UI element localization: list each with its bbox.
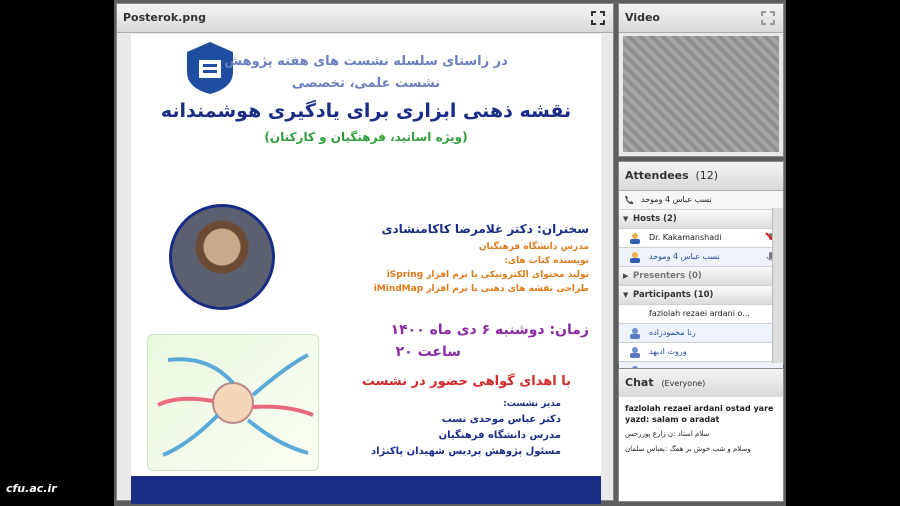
host-user-icon <box>629 232 641 244</box>
chat-message: وسلام و شب خوش بر همگ :یعباس سلمان <box>625 445 751 453</box>
attendees-pod <box>618 161 784 364</box>
attendees-scrollbar[interactable] <box>772 208 783 363</box>
slide-subtitle: (ویژه اساتید، فرهنگیان و کارکنان) <box>264 130 468 144</box>
host-user-icon <box>629 251 641 263</box>
chat-messages <box>619 397 783 501</box>
share-pod-title: Posterok.png <box>123 11 206 24</box>
host-row[interactable] <box>619 229 783 248</box>
slide-footer-bar <box>131 476 601 504</box>
speaker-photo <box>169 204 275 310</box>
chat-scope[interactable]: (Everyone) <box>661 379 706 388</box>
poster-slide <box>131 34 601 504</box>
participant-user-icon <box>629 327 641 339</box>
slide-line2: نشست علمی، تخصصی <box>291 76 441 91</box>
current-user-name: نسب عباس 4 وموحد <box>641 195 712 204</box>
host-name: نسب عباس 4 وموحد <box>649 252 720 261</box>
book-1: تولید محتوای الکترونیکی با نرم افزار iSpring <box>386 270 589 280</box>
mindmap-drawing-icon <box>148 335 318 470</box>
presenters-header[interactable] <box>619 267 783 286</box>
current-user-row[interactable] <box>619 191 783 210</box>
participant-name: رنا محمودزاده <box>649 328 696 337</box>
video-pod-titlebar <box>619 4 783 33</box>
attendees-count: (12) <box>695 169 719 182</box>
hosts-header[interactable] <box>619 210 783 229</box>
caret-down-icon: ▼ <box>623 291 629 299</box>
share-pod <box>116 3 614 501</box>
speaker-role: مدرس دانشگاه فرهنگیان <box>478 242 589 252</box>
moderator-role2: مسئول پژوهش پردیس شهیدان پاکنژاد <box>370 446 561 457</box>
participant-row[interactable] <box>619 343 783 362</box>
video-pod-title: Video <box>625 11 660 24</box>
fullscreen-icon[interactable] <box>591 11 605 25</box>
share-pod-titlebar <box>117 4 613 33</box>
attendees-title: Attendees <box>625 169 689 182</box>
participant-row[interactable] <box>619 324 783 343</box>
moderator-role1: مدرس دانشگاه فرهنگیان <box>438 430 561 441</box>
book-2: طراحی نقشه های ذهنی با نرم افزار iMindMap <box>373 284 589 294</box>
participants-header[interactable] <box>619 286 783 305</box>
video-pod <box>618 3 784 157</box>
presenters-label: Presenters (0) <box>633 271 702 281</box>
participant-name: fazlolah rezaei ardani o... <box>649 309 750 318</box>
host-name: Dr. Kakamanshadi <box>649 233 722 242</box>
moderator-name: دکتر عباس موحدی نسب <box>441 414 561 425</box>
video-area <box>623 36 779 152</box>
hosts-label: Hosts (2) <box>633 214 677 224</box>
participants-label: Participants (10) <box>633 290 714 300</box>
certificate-note: با اهدای گواهی حضور در نشست <box>361 374 571 389</box>
event-date: زمان: دوشنبه ۶ دی ماه ۱۴۰۰ <box>390 322 589 338</box>
chat-pod <box>618 368 784 502</box>
slide-line1: در راستای سلسله نشست های هفته پژوهش <box>224 54 508 69</box>
slide-headline: نقشه ذهنی ابزاری برای یادگیری هوشمندانه <box>160 100 572 122</box>
participant-row[interactable] <box>619 305 783 324</box>
participant-user-icon <box>629 346 641 358</box>
brand-watermark: cfu.ac.ir <box>6 482 57 495</box>
speaker-name: سخنران: دکتر غلامرضا کاکامنشادی <box>381 222 589 236</box>
speaker-books-label: نویسنده کتاب های: <box>504 256 589 266</box>
phone-icon <box>623 194 635 206</box>
chat-message: سلام استاد :ن زارع پوررحس <box>625 430 710 438</box>
fullscreen-icon[interactable] <box>761 11 775 25</box>
participant-name: وروث ادیهد <box>649 347 687 356</box>
host-row[interactable] <box>619 248 783 267</box>
caret-down-icon: ▼ <box>623 215 629 223</box>
chat-title: Chat <box>625 376 654 389</box>
caret-right-icon: ▶ <box>623 272 629 280</box>
attendees-titlebar <box>619 162 783 191</box>
moderator-label: مدیر نشست: <box>503 399 561 409</box>
mindmap-image <box>147 334 319 471</box>
chat-message: fazlolah rezaei ardani ostad yare yazd: salam o aradat <box>625 404 774 424</box>
chat-titlebar <box>619 369 783 398</box>
event-time: ساعت ۲۰ <box>395 344 461 360</box>
